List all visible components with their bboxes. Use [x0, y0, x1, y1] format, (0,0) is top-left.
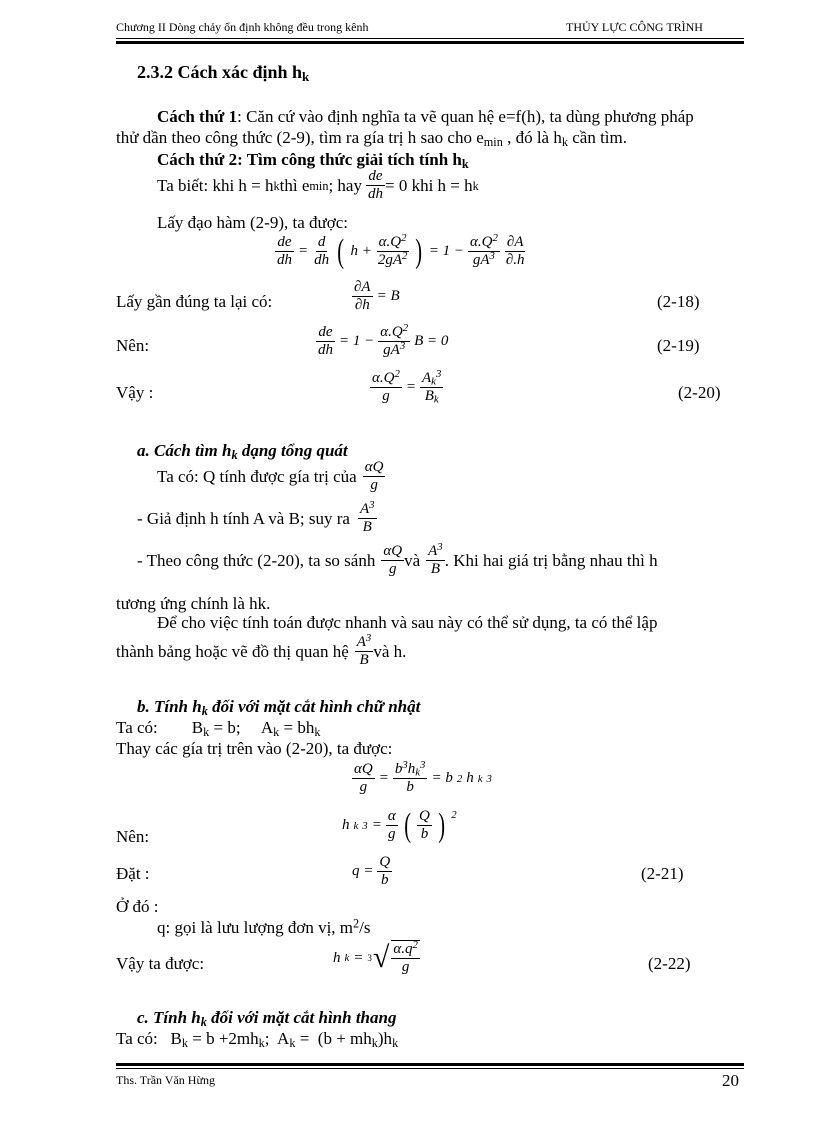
part-b-result: Vậy ta được:: [116, 954, 205, 973]
part-b-q-def: q: gọi là lưu lượng đơn vị, $m^2/s$: [157, 916, 371, 937]
equation-number-2-22: (2-22): [648, 954, 691, 973]
part-a-line4: thành bảng hoặc vẽ đồ thị quan hệ $\frac{A^3}{B}$ và h.: [116, 632, 407, 669]
method1-line1: Cách thứ 1: Căn cứ vào định nghĩa ta vẽ quan hệ e=f(h), ta dùng phương pháp: [157, 107, 694, 126]
footer-author: Ths. Trần Văn Hừng: [116, 1073, 215, 1087]
equation-2-19: $\frac{de}{dh}$ = 1 − $\frac{\alpha.Q^2}{gA^3}$ B = 0: [318, 322, 449, 359]
equation-number-2-18: (2-18): [657, 292, 700, 311]
part-a-line3: Để cho việc tính toán được nhanh và sau này có thể sử dụng, ta có thể lập: [157, 613, 658, 632]
equation-2-20: $\frac{\alpha.Q^2}{g}$ = $\frac{A_k^3}{B_k}$: [372, 368, 442, 406]
method1-line2: thử dần theo công thức (2-9), tìm ra gía trị h sao cho $e_{min}$ , đó là $h_k$ cần tìm.: [116, 128, 627, 150]
part-b-set: Đặt :: [116, 864, 150, 883]
method2-known: Ta biết: khi h = h k thì e min ; hay $\frac{de}{dh}$ = 0 khi h = h k: [157, 168, 479, 203]
equation-hk3: h k 3 = $\frac{\alpha}{g}$ ( $\frac{Q}{b}$ ) 2: [342, 806, 457, 844]
part-b-where: Ở đó :: [116, 897, 159, 916]
part-a-line1: Ta có: Q tính được gía trị của $\frac{\alpha Q}{g}$: [157, 459, 384, 494]
header-rule-thin: [116, 38, 744, 39]
equation-2-22: h k = 3 √ $\frac{\alpha.q^2}{g}$: [333, 939, 418, 976]
then-label: Nên:: [116, 336, 150, 355]
equation-2-21: q = $\frac{Q}{b}$: [352, 854, 391, 889]
part-b-have: Ta có: $B_k = b$; $A_k = bh_k$: [116, 718, 321, 740]
part-b-title: b. Tính $h_k$ đối với mặt cắt hình chữ nhật: [137, 697, 421, 719]
header-course: THỦY LỰC CÔNG TRÌNH: [566, 20, 703, 34]
method2-derive: Lấy đạo hàm (2-9), ta được:: [157, 213, 348, 232]
equation-number-2-19: (2-19): [657, 336, 700, 355]
header-chapter: Chương II Dòng chảy ổn định không đều trong kênh: [116, 20, 369, 34]
equation-number-2-21: (2-21): [641, 864, 684, 883]
part-c-title: c. Tính $h_k$ đối với mặt cắt hình thang: [137, 1008, 397, 1030]
method2-title: Cách thứ 2: Tìm công thức giải tích tính $h_k$: [157, 150, 469, 172]
part-a-bullet1: - Giả định h tính A và B; suy ra $\frac{A^3}{B}$: [137, 499, 375, 536]
header-rule-thick: [116, 41, 744, 44]
part-a-line2: tương ứng chính là hk.: [116, 594, 271, 613]
de-dh-fraction: $\frac{de}{dh}$: [367, 168, 383, 203]
equation-alphaQ-g: $\frac{\alpha Q}{g}$ = $\frac{b^3h_k^3}{b}$ = b 2 h k 3: [354, 759, 492, 796]
part-a-title: a. Cách tìm $h_k$ dạng tổng quát: [137, 441, 348, 463]
so-label: Vậy :: [116, 383, 154, 402]
approx-label: Lấy gần đúng ta lại có:: [116, 292, 273, 311]
part-b-substitute: Thay các gía trị trên vào (2-20), ta được:: [116, 739, 393, 758]
page-number: 20: [722, 1071, 739, 1090]
footer-rule-thick: [116, 1063, 744, 1066]
equation-number-2-20: (2-20): [678, 383, 721, 402]
equation-2-18: $\frac{\partial A}{\partial h}$ = B: [354, 279, 400, 314]
derivative-equation: $\frac{de}{dh}$ = $\frac{d}{dh}$ ( h + $\frac{\alpha.Q^2}{2gA^2}$ ) = 1 − $\frac{\alpha.Q^2}{gA^3}$ $\frac{\partial A}{\partial.h}$: [277, 232, 525, 270]
part-b-then: Nên:: [116, 827, 150, 846]
part-c-have: Ta có: $B_k = b +2mh_k$; $A_k = (b + mh_k)h_k$: [116, 1029, 399, 1051]
section-title: 2.3.2 Cách xác định $h_k$: [137, 62, 310, 85]
part-a-bullet2: - Theo công thức (2-20), ta so sánh $\frac{\alpha Q}{g}$ và $\frac{A^3}{B}$ . Khi hai giá trị bằng nhau thì h: [137, 541, 658, 578]
footer-rule-thin: [116, 1068, 744, 1069]
